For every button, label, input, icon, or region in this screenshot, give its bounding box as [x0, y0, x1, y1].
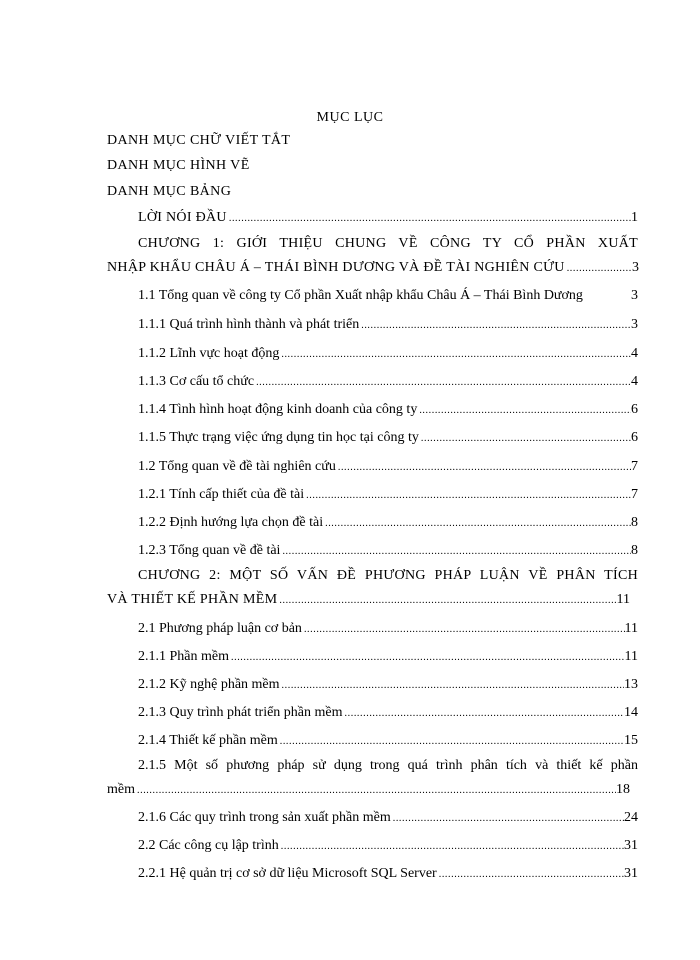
leader-dots: [280, 679, 624, 693]
toc-entry[interactable]: [138, 673, 638, 693]
leader-dots: [391, 812, 624, 826]
heading-figures: DANH MỤC HÌNH VẼ: [107, 158, 250, 173]
entry-page: 11: [624, 649, 638, 664]
entry-label: 1.2.2 Định hướng lựa chọn đề tài: [138, 515, 324, 530]
toc-entry[interactable]: [138, 806, 638, 826]
entry-page: 14: [624, 705, 638, 720]
entry-label: 2.1.2 Kỹ nghệ phần mềm: [138, 677, 280, 692]
entry-label: 1.1 Tổng quan về công ty Cổ phần Xuất nhập khẩu Châu Á – Thái Bình Dương: [138, 288, 583, 303]
sec-2-1-5-line1: 2.1.5 Một số phương pháp sử dụng trong quá trình phân tích và thiết kế phần: [138, 758, 638, 773]
entry-label: mềm: [107, 782, 135, 797]
entry-label: 1.1.4 Tình hình hoạt động kinh doanh của công ty: [138, 402, 418, 417]
entry-page: 13: [624, 677, 638, 692]
leader-dots: [565, 262, 632, 276]
leader-dots: [277, 594, 616, 608]
entry-page: 15: [624, 733, 638, 748]
leader-dots: [254, 376, 631, 390]
entry-page: 4: [631, 374, 638, 389]
leader-dots: [323, 517, 631, 531]
entry-label: 1.2 Tổng quan về đề tài nghiên cứu: [138, 459, 336, 474]
toc-entry-chapter2[interactable]: [107, 588, 630, 608]
entry-label: 1.2.1 Tính cấp thiết của đề tài: [138, 487, 305, 502]
entry-page: 24: [624, 810, 638, 825]
entry-page: 3: [632, 260, 639, 275]
entry-label: 1.2.3 Tổng quan về đề tài: [138, 543, 281, 558]
entry-page: 31: [624, 838, 638, 853]
entry-label: LỜI NÓI ĐẦU: [138, 210, 227, 225]
toc-entry[interactable]: [138, 862, 638, 882]
leader-dots: [279, 840, 624, 854]
leader-dots: [229, 651, 625, 665]
entry-label: 2.1.1 Phần mềm: [138, 649, 229, 664]
leader-dots: [302, 623, 625, 637]
toc-entry[interactable]: [138, 645, 638, 665]
entry-label: 2.2 Các công cụ lập trình: [138, 838, 279, 853]
entry-label: 2.1.3 Quy trình phát triển phần mềm: [138, 705, 343, 720]
toc-entry[interactable]: [138, 398, 638, 418]
chapter1-line1: CHƯƠNG 1: GIỚI THIỆU CHUNG VỀ CÔNG TY CỔ PHẦN XUẤT: [138, 236, 638, 251]
entry-page: 7: [631, 459, 638, 474]
heading-abbreviations: DANH MỤC CHỮ VIẾT TẮT: [107, 133, 291, 148]
entry-label: 2.1.6 Các quy trình trong sản xuất phần mềm: [138, 810, 391, 825]
heading-tables: DANH MỤC BẢNG: [107, 184, 232, 199]
entry-page: 11: [616, 592, 630, 607]
entry-label: 2.1.4 Thiết kế phần mềm: [138, 733, 278, 748]
entry-label: 2.1 Phương pháp luận cơ bản: [138, 621, 302, 636]
entry-page: 7: [631, 487, 638, 502]
entry-page: 31: [624, 866, 638, 881]
toc-entry-chapter1[interactable]: [107, 256, 639, 276]
entry-page: 11: [624, 621, 638, 636]
entry-label: 1.1.1 Quá trình hình thành và phát triển: [138, 317, 360, 332]
entry-label: NHẬP KHẨU CHÂU Á – THÁI BÌNH DƯƠNG VÀ ĐỀ TÀI NGHIÊN CỨU: [107, 260, 565, 275]
entry-label: VÀ THIẾT KẾ PHẦN MỀM: [107, 592, 278, 607]
toc-entry[interactable]: [138, 342, 638, 362]
leader-dots: [336, 461, 631, 475]
leader-dots: [304, 489, 631, 503]
entry-page: 1: [631, 210, 638, 225]
entry-page: 4: [631, 346, 638, 361]
toc-entry[interactable]: [138, 426, 638, 446]
entry-label: 1.1.2 Lĩnh vực hoạt động: [138, 346, 280, 361]
leader-dots: [135, 784, 616, 798]
entry-label: 1.1.3 Cơ cấu tổ chức: [138, 374, 255, 389]
toc-title: MỤC LỤC: [316, 110, 384, 125]
leader-dots: [343, 707, 624, 721]
toc-entry[interactable]: [138, 729, 638, 749]
entry-page: 8: [631, 515, 638, 530]
toc-entry[interactable]: [138, 834, 638, 854]
toc-entry[interactable]: [138, 617, 638, 637]
leader-dots: [417, 404, 631, 418]
toc-entry[interactable]: [138, 370, 638, 390]
entry-page: 8: [631, 543, 638, 558]
entry-page: 18: [616, 782, 630, 797]
leader-dots: [280, 545, 631, 559]
entry-label: 2.2.1 Hệ quản trị cơ sở dữ liệu Microsoft SQL Server: [138, 866, 437, 881]
chapter2-line1: CHƯƠNG 2: MỘT SỐ VẤN ĐỀ PHƯƠNG PHÁP LUẬN VỀ PHÂN TÍCH: [138, 568, 638, 583]
toc-entry[interactable]: [138, 701, 638, 721]
leader-dots: [437, 868, 624, 882]
leader-dots: [359, 319, 631, 333]
leader-dots: [227, 212, 631, 226]
toc-entry[interactable]: [138, 483, 638, 503]
leader-dots: [279, 348, 631, 362]
entry-label: 1.1.5 Thực trạng việc ứng dụng tin học tại công ty: [138, 430, 419, 445]
toc-entry-2-1-5[interactable]: [107, 778, 630, 798]
leader-dots: [419, 432, 631, 446]
entry-page: 6: [631, 430, 638, 445]
toc-entry[interactable]: [138, 511, 638, 531]
entry-page: 3: [631, 288, 638, 303]
toc-entry[interactable]: [138, 539, 638, 559]
toc-entry[interactable]: [138, 455, 638, 475]
leader-dots: [278, 735, 624, 749]
toc-entry-1-1[interactable]: [138, 284, 638, 304]
entry-page: 6: [631, 402, 638, 417]
entry-page: 3: [631, 317, 638, 332]
toc-entry-intro[interactable]: [138, 206, 638, 226]
toc-entry[interactable]: [138, 313, 638, 333]
